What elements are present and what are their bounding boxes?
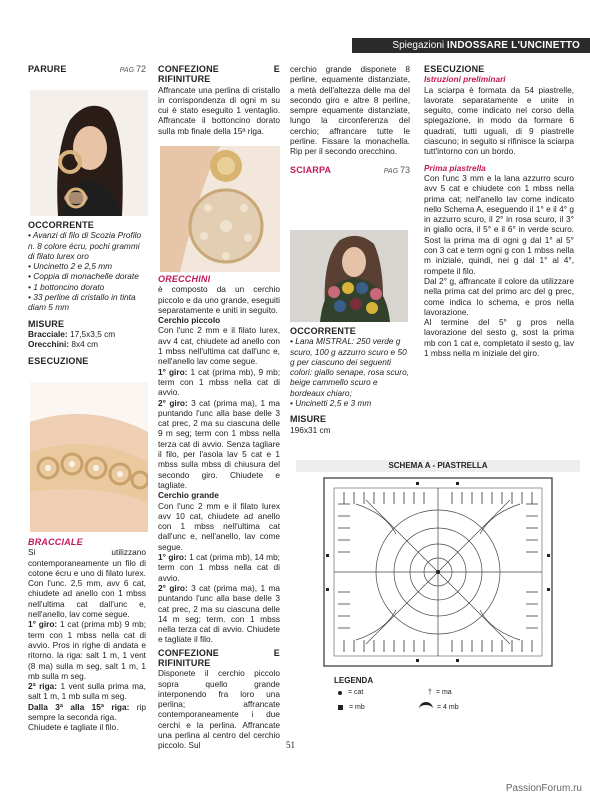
column-2-top [158, 64, 280, 136]
esecuzione4-title: ESECUZIONE [424, 64, 485, 74]
cg-text: Con l'unc 2 mm e il filato lurex avv 10 cat, chiudete ad anello con 1 mbss nell'ultima cat dall'unc e, nell'anello, lav come segue. [158, 500, 280, 552]
legend-mb-label: = mb [349, 703, 365, 711]
occorrente-item: • Coppia di monachelle dorate [28, 271, 139, 282]
bracciale-giro1: 1° giro: 1 cat (prima mb) 9 mb; term con 1 mbss nella cat di avvio. Pros in righe di andata e ritorno. la riga: salt 1 m, 1 vent (8 ma) sulla m seg, salt 1 m, 1 mb sulla m seg. [28, 619, 146, 681]
sciarpa-occorrente-text: • Lana MISTRAL: 250 verde g scuro, 100 g azzurro scuro e 50 g per ciascuno dei seguenti colori: giallo senape, rosa scuro, beige cammello scuro e bordeaux chiaro; [290, 336, 409, 398]
header-section: Spiegazioni [392, 40, 445, 51]
legend-cat-icon [338, 691, 342, 695]
bracciale-text: Si utilizzano contemporaneamente un filo di cotone écru e uno di filato lurex. Con l'unc. 2,5 mm, avv 6 cat, chiudete ad anello con 1 mbss nell'ultima cat dall'unc e, nell'anello, lav come segue. [28, 547, 146, 620]
misure-title: MISURE [28, 318, 65, 329]
sciarpa-page-ref: PAG 73 [383, 164, 410, 175]
column-3-top [290, 64, 410, 177]
legend-title: LEGENDA [334, 676, 374, 685]
sciarpa-uncinetti: • Uncinetti 2,5 e 3 mm [290, 398, 372, 409]
occorrente-title: OCCORRENTE [28, 220, 95, 230]
legend-mb-icon [338, 705, 343, 710]
col3-cont-text: cerchio grande disponete 8 perline, equamente distanziate, a metà dell'altezza delle ma del secondo giro e altre 8 perline, sempre equamente distanziate, lungo la circonferenza del cerchio; affrancare tutte le perline. Fissare la monachella. Rip per il secondo orecchino. [290, 64, 410, 157]
prima-text: Con l'unc 3 mm e la lana azzurro scuro avv 5 cat e chiudete con 1 mbss nella prima cat; nell'anello lav come indicato nello Schema A, eseguendo il 1° e il 4° g in azzurro scuro, il 2° in rosa scuro, il 3° in giallo ocra, il 5° e il 6° in verde scuro. Sost la prima ma di ogni g dal 1° al 5° con 3 cat e term ogni g con 1 mbss nella m iniziale, quindi, nei g dal 1° al 4°, rompete il filo. [424, 172, 574, 276]
parure-page-ref: PAG 72 [119, 64, 146, 74]
earring-photo [160, 146, 280, 272]
sciarpa-misure-title: MISURE [290, 414, 327, 425]
page-header [352, 38, 590, 53]
occorrente-item: • Uncinetto 2 e 2,5 mm [28, 261, 113, 272]
scarf-photo [290, 230, 408, 322]
legend-4mb-icon [419, 702, 433, 712]
confezione-title: CONFEZIONE E RIFINITURE [158, 64, 280, 85]
cg-giro1: 1° giro: 1 cat (prima mb), 14 mb; term con 1 mbss nella cat di avvio. [158, 552, 280, 583]
confezione2-text: Disponete il cerchio piccolo sopra quello grande interponendo fra loro una perlina; affrancate contemporaneamente i due cerchi e la perlina. Affrancate una perlina al centro del cerchio piccolo. Sul [158, 668, 280, 751]
bracciale-riga3: Dalla 3ª alla 15ª riga: rip sempre la seconda riga. [28, 701, 146, 723]
bracciale-title: BRACCIALE [28, 537, 83, 547]
cp-giro2: 2° giro: 3 cat (prima ma), 1 ma puntando l'unc alla base delle 3 cat prec, 2 ma su ciascuna delle 9 m seg; term con 1 mbss nella terza cat di avvio. Senza tagliare il filo, per l'asola lav 5 cat e 1 mbss sulla mbss di chiusura del secondo giro. Chiudete e tagliate. [158, 397, 281, 490]
sciarpa-title: SCIARPA [290, 164, 332, 175]
esecuzione-title: ESECUZIONE [28, 355, 89, 366]
legend-cat-label: = cat [348, 689, 364, 696]
cerchio-piccolo-title: Cerchio piccolo [158, 315, 221, 326]
occorrente-item: • 33 perline di cristallo in tinta diam 5 mm [28, 292, 136, 313]
dal2-text: Dal 2° g, affrancate il colore da utilizzare nella prima cat del primo arc del g prec, come indica lo schema, e pros nella lavorazione. [424, 275, 574, 317]
cp-text: Con l'unc 2 mm e il filato lurex, avv 4 cat, chiudete ad anello con 1 mbss nell'ultima cat dall'unc e, nell'anello lav come segue. [158, 325, 280, 367]
orecchini-text: è composto da un cerchio piccolo e da uno grande, eseguiti separatamente e uniti in seguito. [158, 284, 280, 315]
occorrente-item: • Avanzi di filo di Scozia Profilo n. 8 colore écru, pochi grammi di filato lurex oro [28, 230, 142, 261]
page-number: 51 [286, 740, 295, 750]
confezione2-title: CONFEZIONE E RIFINITURE [158, 647, 280, 668]
istruzioni-text: La sciarpa è formata da 54 piastrelle, lavorate separatamente e unite in seguito, come indicato nel corso della spiegazione, in modo da formare 6 quadrati, tutti uguali, di 9 piastrelle ciascuno; in seguito si rifinisce la sciarpa tutt'intorno con un bordo. [424, 84, 574, 157]
column-1 [28, 64, 146, 76]
sciarpa-misure-text: 196x31 cm [290, 424, 331, 435]
model-photo-parure [30, 90, 148, 216]
cg-giro2: 2° giro: 3 cat (prima ma), 1 ma puntando l'unc alla base delle 3 cat prec, 2 ma su ciascuna delle 14 m seg; term. con 1 mbss nella terza cat di avvio. Chiudete e tagliate il filo. [158, 582, 281, 645]
cerchio-grande-title: Cerchio grande [158, 490, 219, 501]
parure-title: PARURE [28, 64, 67, 74]
schema-diagram [296, 474, 580, 670]
bracciale-chiudete: Chiudete e tagliate il filo. [28, 722, 119, 733]
istruzioni-title: Istruzioni preliminari [424, 74, 506, 85]
watermark: PassionForum.ru [505, 783, 582, 794]
legend-ma-icon: † [428, 689, 432, 696]
termine-text: Al termine del 5° g pros nella lavorazione del sesto g, sost la prima mb con 1 cat e, completato il sesto g, lav 1 mbss nella m iniziale del giro. [424, 317, 574, 359]
orecchini-title: ORECCHINI [158, 274, 211, 284]
confezione-text: Affrancate una perlina di cristallo in corrispondenza di ogni m su cui è stato eseguito 1 ventaglio. Affrancate il bottoncino dorato sulla mb finale della 15ª riga. [158, 84, 280, 136]
bracciale-section [28, 537, 146, 733]
bracelet-photo [30, 382, 148, 532]
legend-ma-label: = ma [435, 689, 452, 696]
header-title: INDOSSARE L'UNCINETTO [446, 40, 580, 51]
schema-title: SCHEMA A - PIASTRELLA [296, 460, 580, 472]
legend-4mb-label: = 4 mb [437, 703, 459, 711]
prima-title: Prima piastrella [424, 162, 486, 173]
misure-orecchini: Orecchini: 8x4 cm [28, 339, 99, 350]
legend [334, 676, 564, 712]
cp-giro1: 1° giro: 1 cat (prima mb), 9 mb; term con 1 mbss nella cat di avvio. [158, 366, 281, 398]
column-3-body [290, 326, 412, 435]
column-2-body [158, 274, 280, 751]
occorrente-item: • 1 bottoncino dorato [28, 281, 105, 292]
bracciale-riga2: 2ª riga: 1 vent sulla prima ma, salt 1 m, 1 mb sulla m seg. [28, 681, 146, 702]
misure-bracciale: Bracciale: 17,5x3,5 cm [28, 328, 116, 339]
col1-body [28, 220, 146, 366]
sciarpa-occorrente-title: OCCORRENTE [290, 326, 357, 336]
column-4 [424, 64, 574, 358]
